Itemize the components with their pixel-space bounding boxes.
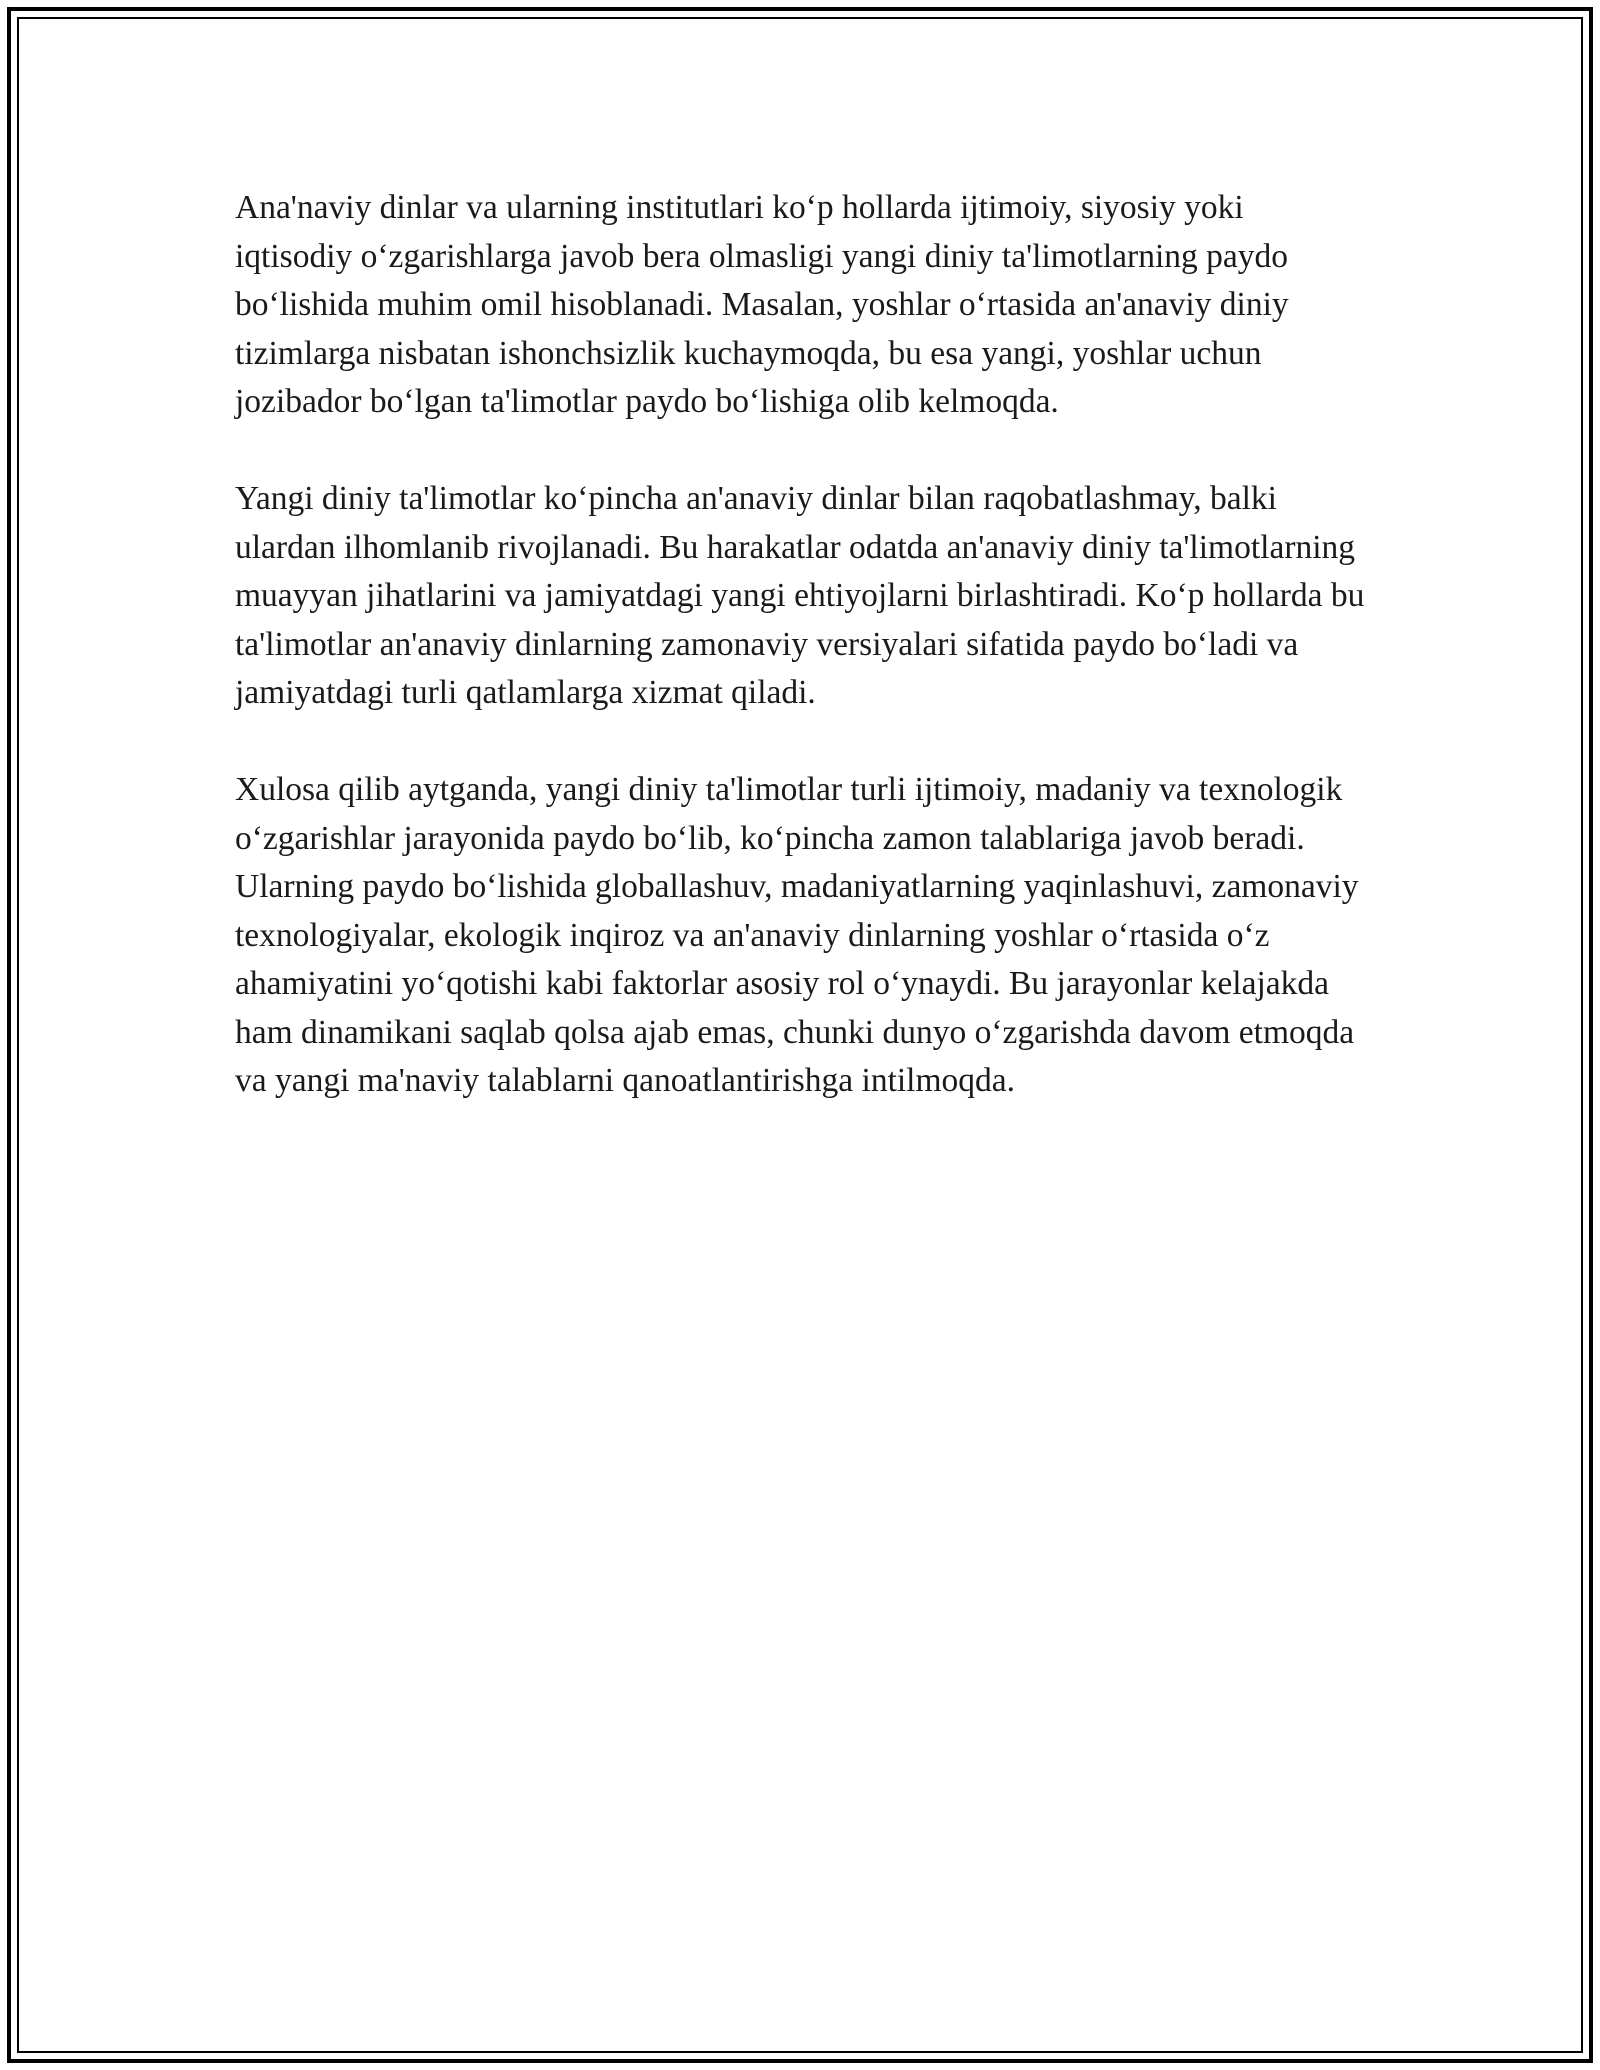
paragraph-3: Xulosa qilib aytganda, yangi diniy ta'limotlar turli ijtimoiy, madaniy va texnologik oʻzgarishlar jarayonida paydo boʻlib, koʻpincha zamon talablariga javob beradi. Ularning paydo boʻlishida globallashuv, madaniyatlarning yaqinlashuvi, zamonaviy texnologiyalar, ekologik inqiroz va an'anaviy dinlarning yoshlar oʻrtasida oʻz ahamiyatini yoʻqotishi kabi faktorlar asosiy rol oʻynaydi. Bu jarayonlar kelajakda ham dinamikani saqlab qolsa ajab emas, chunki dunyo oʻzgarishda davom etmoqda va yangi ma'naviy talablarni qanoatlantirishga intilmoqda. xyxy=(235,771,1359,1099)
paragraph-2: Yangi diniy ta'limotlar koʻpincha an'anaviy dinlar bilan raqobatlashmay, balki ulardan ilhomlanib rivojlanadi. Bu harakatlar odatda an'anaviy diniy ta'limotlarning muayyan jihatlarini va jamiyatdagi yangi ehtiyojlarni birlashtiradi. Koʻp hollarda bu ta'limotlar an'anaviy dinlarning zamonaviy versiyalari sifatida paydo boʻladi va jamiyatdagi turli qatlamlarga xizmat qiladi. xyxy=(235,480,1365,711)
document-body xyxy=(235,184,1365,1106)
paragraph-1: Ana'naviy dinlar va ularning institutlari koʻp hollarda ijtimoiy, siyosiy yoki iqtisodiy oʻzgarishlarga javob bera olmasligi yangi diniy ta'limotlarning paydo boʻlishida muhim omil hisoblanadi. Masalan, yoshlar oʻrtasida an'anaviy diniy tizimlarga nisbatan ishonchsizlik kuchaymoqda, bu esa yangi, yoshlar uchun jozibador boʻlgan ta'limotlar paydo boʻlishiga olib kelmoqda. xyxy=(235,189,1289,420)
